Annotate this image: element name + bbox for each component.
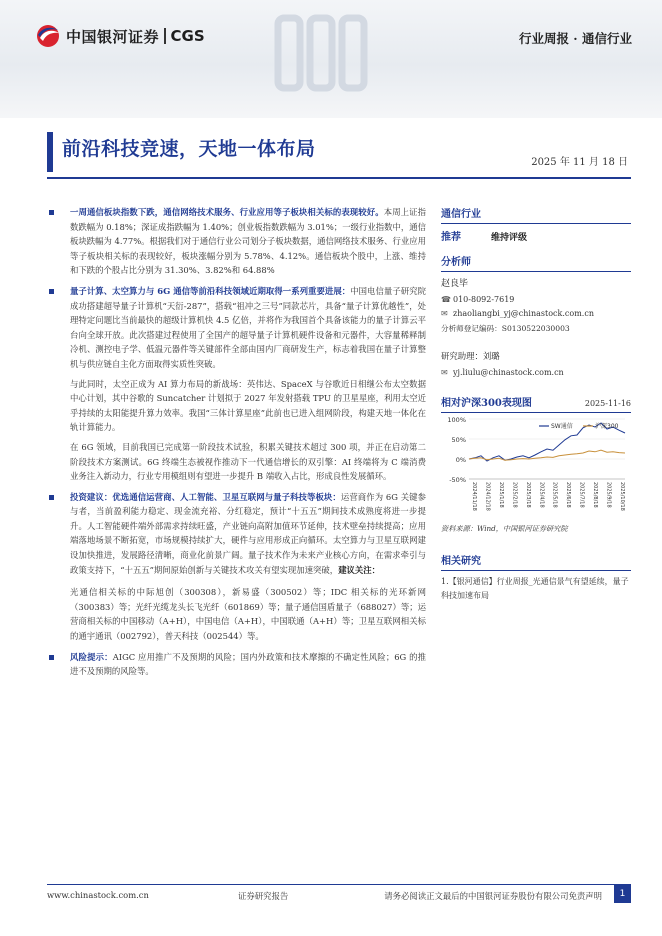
chart-y-tick-label: 100% (447, 416, 466, 424)
chart-x-tick-label: 2025/6/18 (565, 482, 572, 508)
email-icon: ✉ (441, 309, 448, 318)
analyst-section-title: 分析师 (441, 253, 631, 272)
footer-doc-type: 证券研究报告 (238, 891, 289, 901)
email-address[interactable]: yj.liulu@chinastock.com.cn (453, 368, 564, 377)
bullet-investment-advice (48, 490, 426, 578)
cgs-logo-icon (36, 24, 62, 48)
footer-website[interactable]: www.chinastock.com.cn (47, 890, 149, 900)
bullet-tail: 建议关注： (338, 564, 381, 575)
chart-x-tick-label: 2025/7/18 (578, 482, 585, 508)
chart-y-tick-label: 0% (455, 456, 466, 464)
analyst-email (441, 307, 631, 321)
related-research-item[interactable]: 1.【银河通信】行业周报_光通信景气有望延续，量子科技加速布局 (441, 577, 629, 600)
performance-chart (441, 415, 631, 523)
bullet-heading: 一周通信板块指数下跌，通信网络技术服务、行业应用等子板块相关标的表现较好。 (70, 207, 384, 217)
footer-divider (47, 884, 631, 885)
industry-label: 通信行业 (441, 205, 631, 224)
email-address[interactable]: zhaoliangbi_yj@chinastock.com.cn (453, 309, 594, 318)
chart-x-tick-label: 2025/3/18 (524, 482, 531, 508)
chart-y-tick-label: 50% (451, 436, 466, 444)
chart-date: 2025-11-16 (584, 399, 631, 408)
bullet-risk-warning (48, 650, 426, 679)
bullet-body: 本周上证指数跌幅为 0.18%；深证成指跌幅为 1.40%；创业板指数跌幅为 3.01%；一级行业指数中，通信板块跌幅为 4.77%。根据我们对于通信行业公司划分子板块数据，通信网络技术服务、行业应用等子板块相关标的表现较好，板块涨幅分别为 5.78%、4.12%。通信板块个股中，上涨、维持和下跌的个股占比分别为 31.30%、3.82%和 64.88% (70, 207, 427, 276)
chart-x-tick-label: 2025/10/18 (619, 482, 625, 511)
assistant-email (441, 366, 631, 380)
report-date: 2025 年 11 月 18 日 (531, 157, 628, 168)
page-number: 1 (614, 885, 631, 903)
logo-divider (164, 28, 166, 44)
bullet-body: 中国电信量子研究院成功搭建超导量子计算机“天衍-287”，搭载“祖冲之三号”同款芯片，具备“量子计算优越性”，处理特定问题比当前最快的超级计算机快 4.5 亿倍，并将作为我国首个具备该能力的量子计算云平台向全球开放。此次搭建过程使用了全国产的超导量子计算机硬件设备和元器件，大容量稀释制冷机、测控电子学、低温元器件等关键部件全部由国内厂商研发生产，标志着我国在量子计算整机与供应链自主化方面取得实质性突破。 (70, 285, 427, 369)
phone-icon: ☎ (441, 295, 451, 304)
chart-header (441, 394, 631, 413)
bullet-marker (49, 495, 54, 500)
rating-label: 推荐 (441, 232, 461, 243)
chart-x-tick-label: 2025/1/18 (497, 482, 504, 508)
rating-value: 维持评级 (491, 233, 528, 243)
chart-x-tick-label: 2025/8/18 (592, 482, 599, 508)
logo-text-en: CGS (170, 27, 205, 45)
chart-x-tick-label: 2025/5/18 (551, 482, 558, 508)
bullet-heading: 风险提示： (70, 651, 113, 662)
rating-row (441, 228, 631, 243)
chart-x-tick-label: 2024/11/18 (471, 482, 477, 511)
chart-legend-label: 沪深300 (595, 423, 619, 431)
report-type: 行业周报 · 通信行业 (518, 31, 632, 46)
analyst-cert: 分析师登记编码：S0130522030003 (441, 324, 570, 333)
bullet-body: 运营商作为 6G 关键参与者，当前盈利能力稳定、现金流充裕、分红稳定，预计“十五五”期间技术成熟度将进一步提升。人工智能硬件端外部需求持续旺盛，产业链向高附加值环节延伸，技术壁垒持续提高；应用端落地场景不断拓宽，市场规模持续扩大，硬件与应用形成正向循环。太空算力与卫星互联网建设加快推进，发展路径清晰，商业化前景广阔。量子技术作为未来产业核心方向，在需求牵引与政策支持下，“十五五”期间原始创新与关键技术攻关有望实现加速突破， (70, 491, 427, 575)
footer-disclaimer: 请务必阅读正文最后的中国银河证券股份有限公司免责声明 (384, 891, 602, 901)
bullet-weekly-index (48, 205, 426, 278)
bullet-heading: 量子计算、太空算力与 6G 通信等前沿科技领域近期取得一系列重要进展： (70, 285, 351, 296)
chart-title: 相对沪深300表现图 (441, 398, 532, 409)
company-logo (36, 24, 205, 48)
chart-x-tick-label: 2025/9/18 (605, 482, 612, 508)
bullet-heading: 投资建议：优选通信运营商、人工智能、卫星互联网与量子科技等板块： (70, 491, 341, 502)
research-assistant: 研究助理：刘璐 (441, 351, 500, 361)
bullet-marker (49, 210, 54, 215)
bullet-frontier-tech (48, 284, 426, 372)
phone-number: 010-8092-7619 (453, 295, 515, 304)
bullet-marker (49, 655, 54, 660)
header-watermark-icon (268, 8, 380, 108)
related-research-title: 相关研究 (441, 552, 631, 571)
main-content (48, 205, 426, 683)
page-header (0, 0, 662, 118)
chart-y-tick-label: -50% (449, 476, 466, 484)
chart-x-tick-label: 2025/4/18 (538, 482, 545, 508)
chart-legend-label: SW通信 (551, 423, 573, 431)
page-title: 前沿科技竞速，天地一体布局 (62, 138, 316, 160)
logo-text-cn: 中国银河证券 (66, 27, 160, 46)
chart-source: 资料来源：Wind，中国银河证券研究院 (441, 524, 568, 533)
chart-x-tick-label: 2024/12/18 (484, 482, 491, 511)
bullet-marker (49, 289, 54, 294)
paragraph-stock-picks: 光通信相关标的中际旭创（300308），新易盛（300502）等；IDC 相关标的光环新网（300383）等；光纤光缆龙头长飞光纤（601869）等；量子通信国盾量子（688027）等；运营商相关标的中国移动（A+H），中国电信（A+H），中国联通（A+H）等；卫星互联网相关标的通宇通讯（002792），普天科技（002544）等。 (70, 587, 426, 642)
email-icon: ✉ (441, 368, 448, 377)
analyst-name: 赵良毕 (441, 279, 469, 289)
sidebar (441, 205, 631, 603)
analyst-phone (441, 293, 631, 307)
title-divider (47, 177, 631, 179)
performance-chart-svg (441, 415, 631, 523)
bullet-body: AIGC 应用推广不及预期的风险；国内外政策和技术摩擦的不确定性风险；6G 的推进不及预期的风险等。 (70, 651, 427, 677)
chart-x-tick-label: 2025/2/18 (511, 482, 518, 508)
title-accent-bar (47, 132, 53, 172)
paragraph-6g: 在 6G 领域，目前我国已完成第一阶段技术试验，积累关键技术超过 300 项，并正在启动第二阶段技术方案测试。6G 终端生态被视作推动下一代通信增长的双引擎：AI 终端将为 C 端消费业务注入新动力，行业专用模组则有望进一步提升 B 端收入占比，形成良性发展循环。 (70, 441, 426, 482)
paragraph-space-computing: 与此同时，太空正成为 AI 算力布局的新战场：英伟达、SpaceX 与谷歌近日相继公布太空数据中心计划，其中谷歌的 Suncatcher 计划拟于 2027 年发射搭载 TPU 的卫星星座，利用太空近乎持续的太阳能提升算力效率。我国“三体计算星座”此前也已进入组网阶段，构建天地一体化在轨计算能力。 (70, 378, 426, 433)
